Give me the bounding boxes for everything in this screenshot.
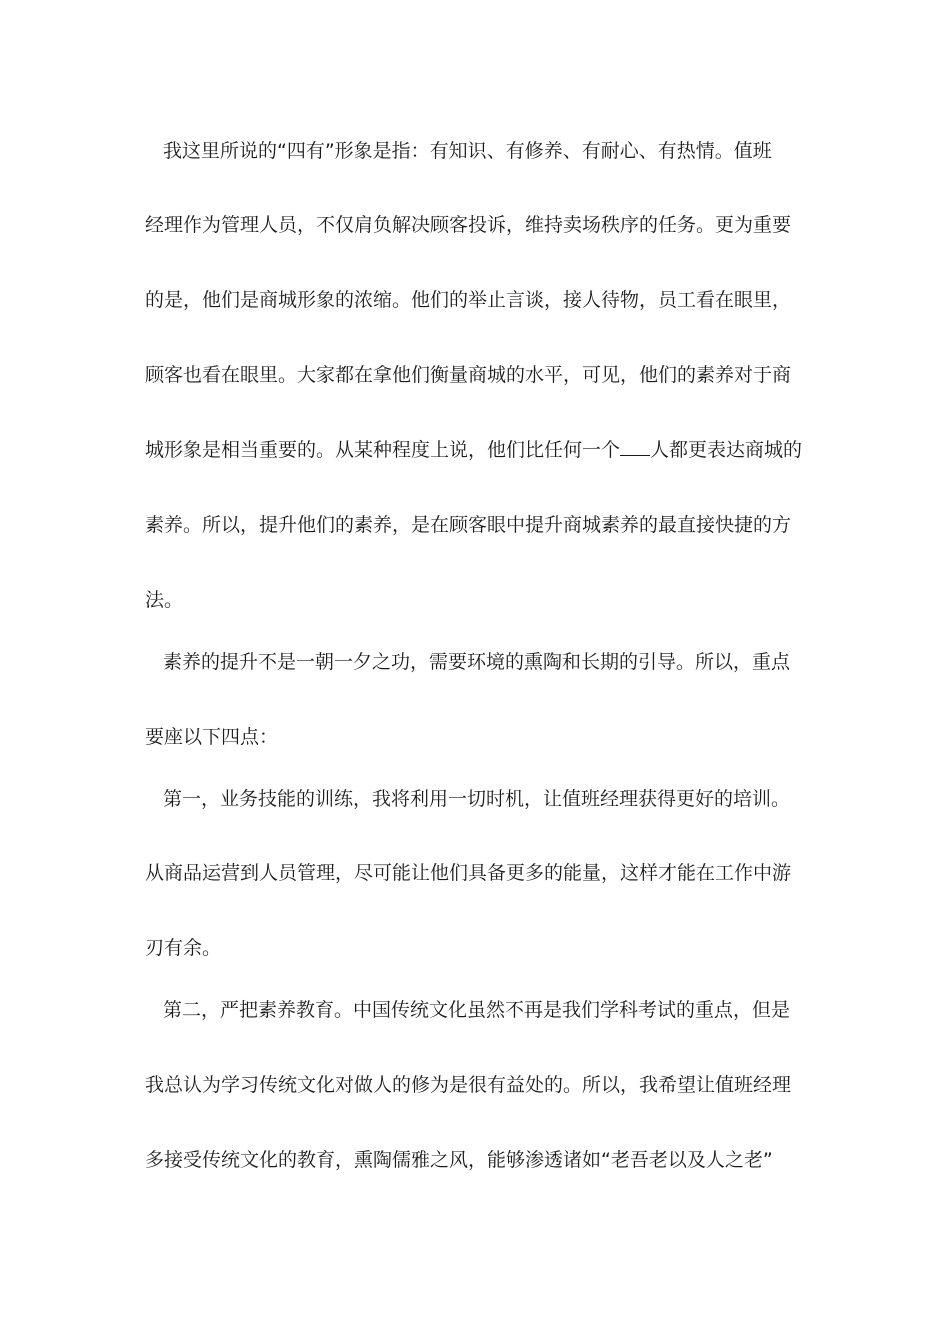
paragraph-1-line-2: 经理作为管理人员，不仅肩负解决顾客投诉，维持卖场秩序的任务。更为重要 [145, 214, 792, 236]
paragraph-4-line-1: 第二，严把素养教育。中国传统文化虽然不再是我们学科考试的重点，但是 [163, 999, 791, 1021]
line-5-text-before: 城形象是相当重要的。从某种程度上说，他们比任何一个 [145, 439, 621, 461]
paragraph-3-line-3: 刃有余。 [145, 937, 222, 959]
paragraph-3-line-1: 第一，业务技能的训练，我将利用一切时机，让值班经理获得更好的培训。 [163, 788, 791, 810]
paragraph-2-line-1: 素养的提升不是一朝一夕之功，需要环境的熏陶和长期的引导。所以，重点 [163, 651, 791, 673]
paragraph-3-line-2: 从商品运营到人员管理，尽可能让他们具备更多的能量，这样才能在工作中游 [145, 862, 792, 884]
paragraph-1-line-7: 法。 [145, 589, 184, 611]
paragraph-1-line-6: 素养。所以，提升他们的素养，是在顾客眼中提升商城素养的最直接快捷的方 [145, 514, 792, 536]
paragraph-4-line-3: 多接受传统文化的教育，熏陶儒雅之风，能够渗透诸如“老吾老以及人之老” [145, 1149, 773, 1171]
fill-in-blank [620, 437, 650, 456]
paragraph-1-line-3: 的是，他们是商城形象的浓缩。他们的举止言谈，接人待物，员工看在眼里， [145, 289, 792, 311]
paragraph-4-line-2: 我总认为学习传统文化对做人的修为是很有益处的。所以，我希望让值班经理 [145, 1074, 792, 1096]
paragraph-1-line-1: 我这里所说的“四有”形象是指：有知识、有修养、有耐心、有热情。值班 [163, 140, 772, 162]
line-5-text-after: 人都更表达商城的 [650, 439, 803, 461]
paragraph-1-line-5 [145, 437, 802, 463]
paragraph-2-line-2: 要座以下四点： [145, 726, 279, 748]
paragraph-1-line-4: 顾客也看在眼里。大家都在拿他们衡量商城的水平，可见，他们的素养对于商 [145, 364, 792, 386]
